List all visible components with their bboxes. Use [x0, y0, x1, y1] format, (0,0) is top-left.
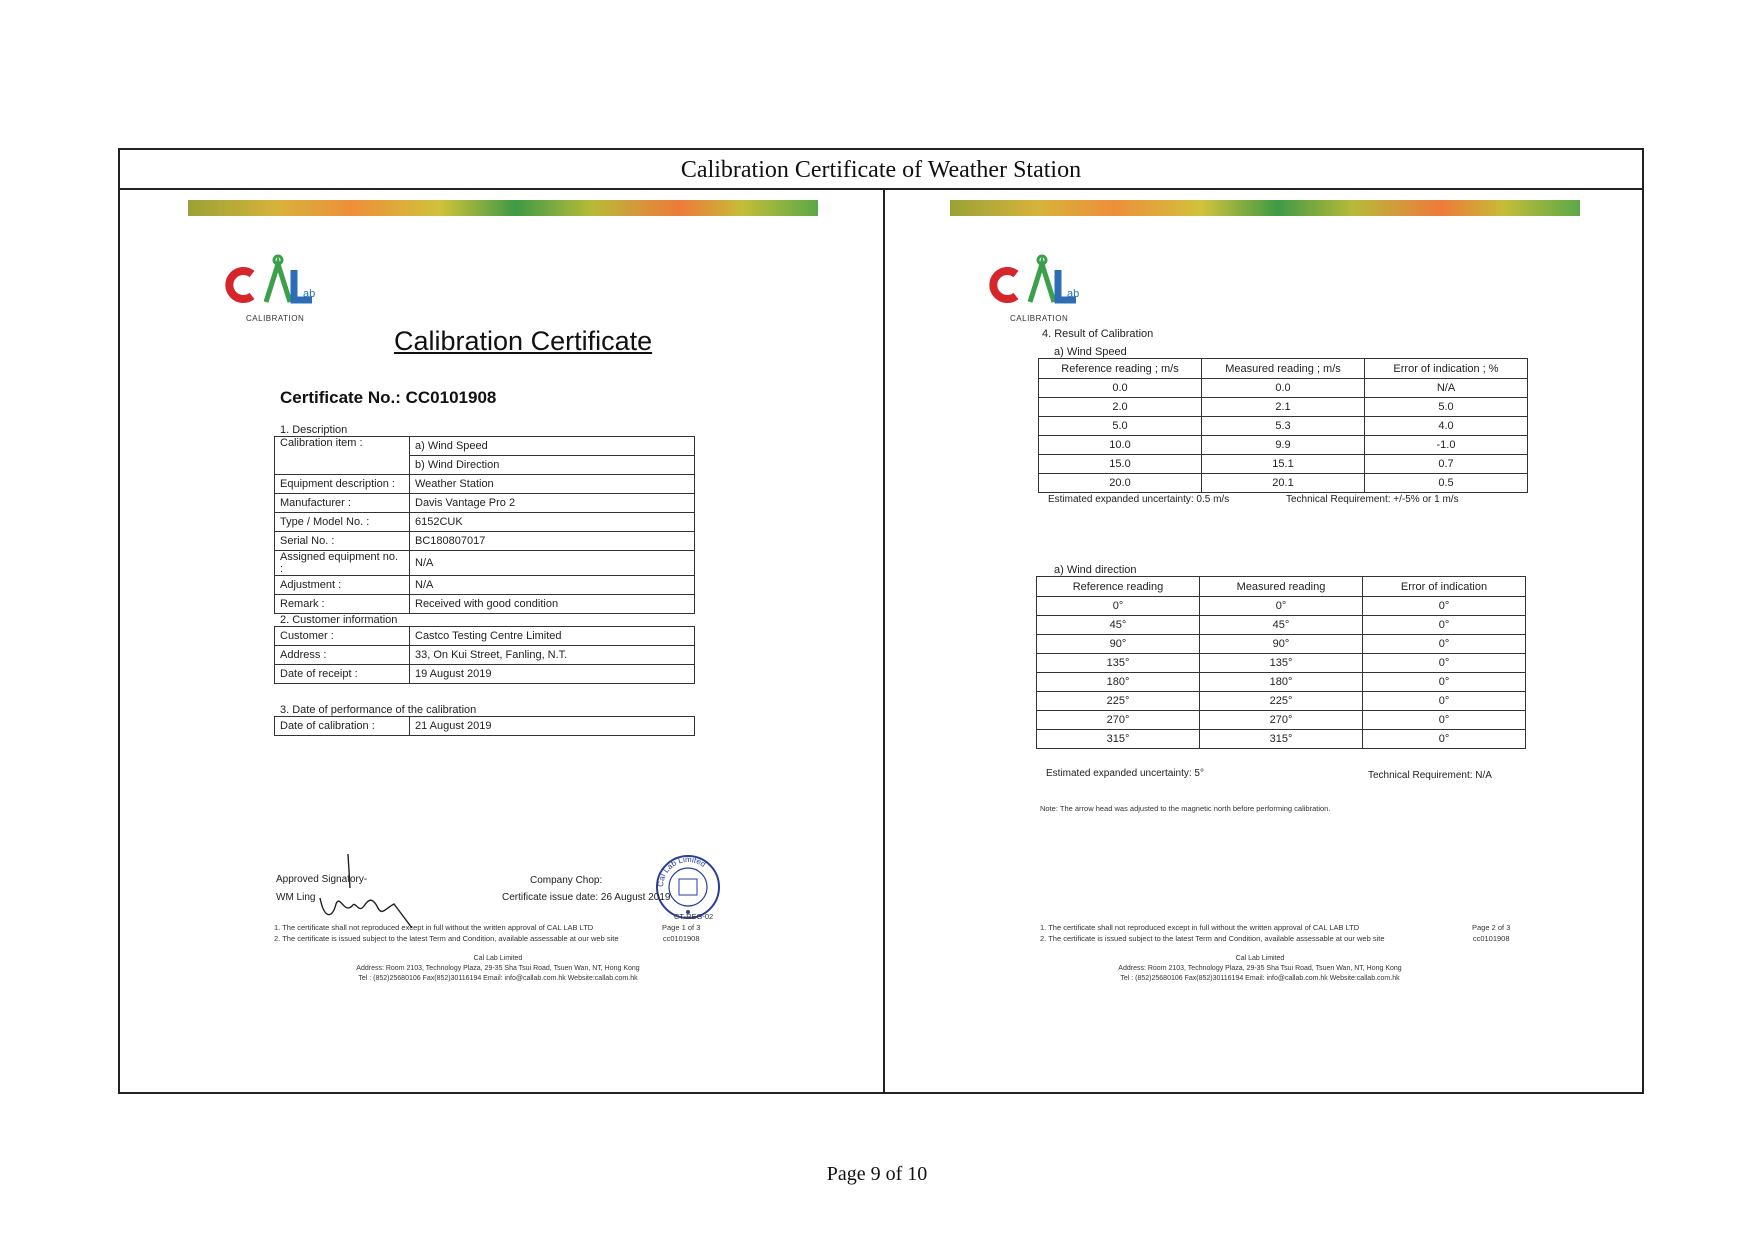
certificate-notes: [1040, 922, 1385, 944]
table-key: Manufacturer :: [275, 494, 410, 513]
table-value: BC180807017: [410, 532, 695, 551]
table-value: 33, On Kui Street, Fanling, N.T.: [410, 646, 695, 665]
certificate-ref: cc0101908: [662, 934, 700, 943]
company-contact: Tel : (852)25680106 Fax(852)30116194 Email: info@callab.com.hk Website:callab.com.hk: [1120, 975, 1400, 982]
certificate-number: Certificate No.: CC0101908: [280, 388, 497, 407]
callab-logo-icon: [986, 240, 1096, 320]
table-cell: 0.7: [1365, 455, 1528, 474]
table-key: Customer :: [275, 627, 410, 646]
note-line: 1. The certificate shall not reproduced except in full without the written approval of CAL LAB LTD: [1040, 923, 1360, 932]
table-cell: 0°: [1037, 597, 1200, 616]
table-row: [1039, 436, 1528, 455]
table-key: Date of calibration :: [275, 717, 410, 736]
table-cell: 0°: [1363, 635, 1526, 654]
signature-mark: [308, 848, 418, 928]
table-cell: 4.0: [1365, 417, 1528, 436]
table-cell: 2.0: [1039, 398, 1202, 417]
column-header: Measured reading: [1200, 577, 1363, 597]
table-key: Remark :: [275, 595, 410, 614]
wind-speed-title: a) Wind Speed: [1054, 346, 1127, 358]
company-name: Cal Lab Limited: [1235, 955, 1285, 962]
form-code: CT-REG-02: [674, 912, 714, 921]
table-row: [275, 627, 695, 646]
svg-text:ab: ab: [1067, 288, 1080, 300]
page-number: Page 2 of 3: [1472, 923, 1511, 932]
table-row: [275, 576, 695, 595]
table-row: [1037, 692, 1526, 711]
note-line: 1. The certificate shall not reproduced except in full without the written approval of CAL LAB LTD: [274, 923, 594, 932]
certificate-page-1: [188, 200, 818, 1090]
page-number: Page 1 of 3: [662, 923, 701, 932]
frame-divider: [883, 190, 885, 1094]
table-value: N/A: [410, 576, 695, 595]
table-cell: 0°: [1200, 597, 1363, 616]
note-line: 2. The certificate is issued subject to the latest Term and Condition, available assessable at our web site: [1040, 934, 1385, 943]
wind-speed-table: [1038, 358, 1528, 493]
table-cell: 45°: [1037, 616, 1200, 635]
table-value: Received with good condition: [410, 595, 695, 614]
company-address-block: [308, 954, 688, 984]
table-cell: 0°: [1363, 730, 1526, 749]
section-result-title: 4. Result of Calibration: [1042, 328, 1154, 340]
column-header: Error of indication: [1363, 577, 1526, 597]
table-value: 6152CUK: [410, 513, 695, 532]
table-cell: 0°: [1363, 654, 1526, 673]
certificate-ref: cc0101908: [1472, 934, 1510, 943]
table-cell: 270°: [1037, 711, 1200, 730]
table-header-row: [1037, 577, 1526, 597]
svg-text:Cal Lab Limited: [656, 855, 707, 887]
signatory-name: WM Ling: [276, 892, 316, 903]
table-row: [275, 532, 695, 551]
table-row: [275, 717, 695, 736]
table-cell: 0°: [1363, 711, 1526, 730]
table-cell: 315°: [1037, 730, 1200, 749]
wind-direction-table: [1036, 576, 1526, 749]
table-cell: 225°: [1037, 692, 1200, 711]
table-row: [275, 513, 695, 532]
table-cell: 0°: [1363, 673, 1526, 692]
table-cell: 5.3: [1202, 417, 1365, 436]
svg-text:ab: ab: [303, 288, 316, 300]
table-cell: 135°: [1200, 654, 1363, 673]
table-key: Assigned equipment no. :: [275, 551, 410, 576]
table-cell: 0°: [1363, 692, 1526, 711]
table-row: [1037, 635, 1526, 654]
table-cell: -1.0: [1365, 436, 1528, 455]
wind-speed-uncertainty: Estimated expanded uncertainty: 0.5 m/s: [1048, 494, 1230, 505]
page-number-footer: Page 9 of 10: [826, 1163, 928, 1185]
certificate-notes: [274, 922, 619, 944]
description-table: [274, 436, 695, 614]
table-cell: 270°: [1200, 711, 1363, 730]
table-cell: 180°: [1037, 673, 1200, 692]
table-value: b) Wind Direction: [410, 456, 695, 475]
callab-logo-icon: [222, 240, 332, 320]
table-cell: 315°: [1200, 730, 1363, 749]
table-cell: 15.0: [1039, 455, 1202, 474]
table-row: [275, 665, 695, 684]
table-cell: 5.0: [1365, 398, 1528, 417]
table-value: 21 August 2019: [410, 717, 695, 736]
table-cell: 0.5: [1365, 474, 1528, 493]
table-row: [275, 646, 695, 665]
table-key: Equipment description :: [275, 475, 410, 494]
table-row: [1037, 654, 1526, 673]
table-row: [1039, 417, 1528, 436]
table-key: Calibration item :: [275, 437, 410, 475]
section-description-title: 1. Description: [280, 424, 348, 436]
company-contact: Tel : (852)25680106 Fax(852)30116194 Email: info@callab.com.hk Website:callab.com.hk: [358, 975, 638, 982]
table-cell: N/A: [1365, 379, 1528, 398]
table-row: [1039, 455, 1528, 474]
table-row: [275, 437, 695, 456]
table-cell: 0.0: [1039, 379, 1202, 398]
company-name: Cal Lab Limited: [473, 955, 523, 962]
table-cell: 0°: [1363, 597, 1526, 616]
table-value: N/A: [410, 551, 695, 576]
wind-direction-title: a) Wind direction: [1054, 564, 1137, 576]
company-address: Address: Room 2103, Technology Plaza, 29-35 Sha Tsui Road, Tsuen Wan, NT, Hong Kong: [356, 965, 640, 972]
calibration-date-table: [274, 716, 695, 736]
table-row: [1039, 398, 1528, 417]
table-cell: 20.1: [1202, 474, 1365, 493]
table-key: Date of receipt :: [275, 665, 410, 684]
table-key: Serial No. :: [275, 532, 410, 551]
table-cell: 15.1: [1202, 455, 1365, 474]
table-cell: 180°: [1200, 673, 1363, 692]
customer-table: [274, 626, 695, 684]
table-row: [275, 475, 695, 494]
table-cell: 10.0: [1039, 436, 1202, 455]
column-header: Reference reading: [1037, 577, 1200, 597]
table-value: Weather Station: [410, 475, 695, 494]
note-line: 2. The certificate is issued subject to the latest Term and Condition, available assessable at our web site: [274, 934, 619, 943]
table-cell: 20.0: [1039, 474, 1202, 493]
approved-signatory-label: Approved Signatory-: [276, 874, 368, 885]
wind-direction-requirement: Technical Requirement: N/A: [1368, 770, 1492, 781]
column-header: Reference reading ; m/s: [1039, 359, 1202, 379]
wind-direction-uncertainty: Estimated expanded uncertainty: 5°: [1046, 768, 1204, 779]
document-frame: [118, 148, 1644, 1094]
certificate-issue-date: Certificate issue date: 26 August 2019: [502, 892, 671, 903]
frame-title: Calibration Certificate of Weather Station: [120, 150, 1642, 190]
table-row: [275, 595, 695, 614]
table-key: Adjustment :: [275, 576, 410, 595]
logo-subtitle: CALIBRATION: [246, 314, 305, 323]
table-value: Davis Vantage Pro 2: [410, 494, 695, 513]
company-address-block: [1070, 954, 1450, 984]
table-row: [1039, 474, 1528, 493]
certificate-page-2: [950, 200, 1580, 1090]
table-cell: 0°: [1363, 616, 1526, 635]
table-value: 19 August 2019: [410, 665, 695, 684]
table-key: Address :: [275, 646, 410, 665]
table-key: Type / Model No. :: [275, 513, 410, 532]
table-cell: 5.0: [1039, 417, 1202, 436]
color-stripe: [950, 200, 1580, 216]
table-cell: 225°: [1200, 692, 1363, 711]
table-value: Castco Testing Centre Limited: [410, 627, 695, 646]
logo-subtitle: CALIBRATION: [1010, 314, 1069, 323]
table-cell: 90°: [1200, 635, 1363, 654]
table-value: a) Wind Speed: [410, 437, 695, 456]
table-row: [1037, 730, 1526, 749]
company-address: Address: Room 2103, Technology Plaza, 29-35 Sha Tsui Road, Tsuen Wan, NT, Hong Kong: [1118, 965, 1402, 972]
table-row: [275, 494, 695, 513]
table-row: [1037, 673, 1526, 692]
section-calibration-date-title: 3. Date of performance of the calibration: [280, 704, 477, 716]
table-row: [1037, 616, 1526, 635]
color-stripe: [188, 200, 818, 216]
table-cell: 9.9: [1202, 436, 1365, 455]
table-row: [1037, 711, 1526, 730]
page-reference: [1472, 922, 1510, 944]
wind-speed-requirement: Technical Requirement: +/-5% or 1 m/s: [1286, 494, 1459, 505]
table-cell: 90°: [1037, 635, 1200, 654]
calibration-note: Note: The arrow head was adjusted to the magnetic north before performing calibration.: [1040, 804, 1331, 813]
table-cell: 0.0: [1202, 379, 1365, 398]
column-header: Measured reading ; m/s: [1202, 359, 1365, 379]
table-cell: 2.1: [1202, 398, 1365, 417]
certificate-title: Calibration Certificate: [394, 326, 653, 356]
chop-text: Cal Lab Limited: [655, 854, 708, 888]
table-cell: 45°: [1200, 616, 1363, 635]
table-cell: 135°: [1037, 654, 1200, 673]
column-header: Error of indication ; %: [1365, 359, 1528, 379]
company-chop-label: Company Chop:: [530, 875, 603, 886]
section-customer-title: 2. Customer information: [280, 614, 398, 626]
table-row: [1039, 379, 1528, 398]
table-row: [1037, 597, 1526, 616]
table-header-row: [1039, 359, 1528, 379]
page-reference: [662, 922, 700, 944]
table-row: [275, 551, 695, 576]
